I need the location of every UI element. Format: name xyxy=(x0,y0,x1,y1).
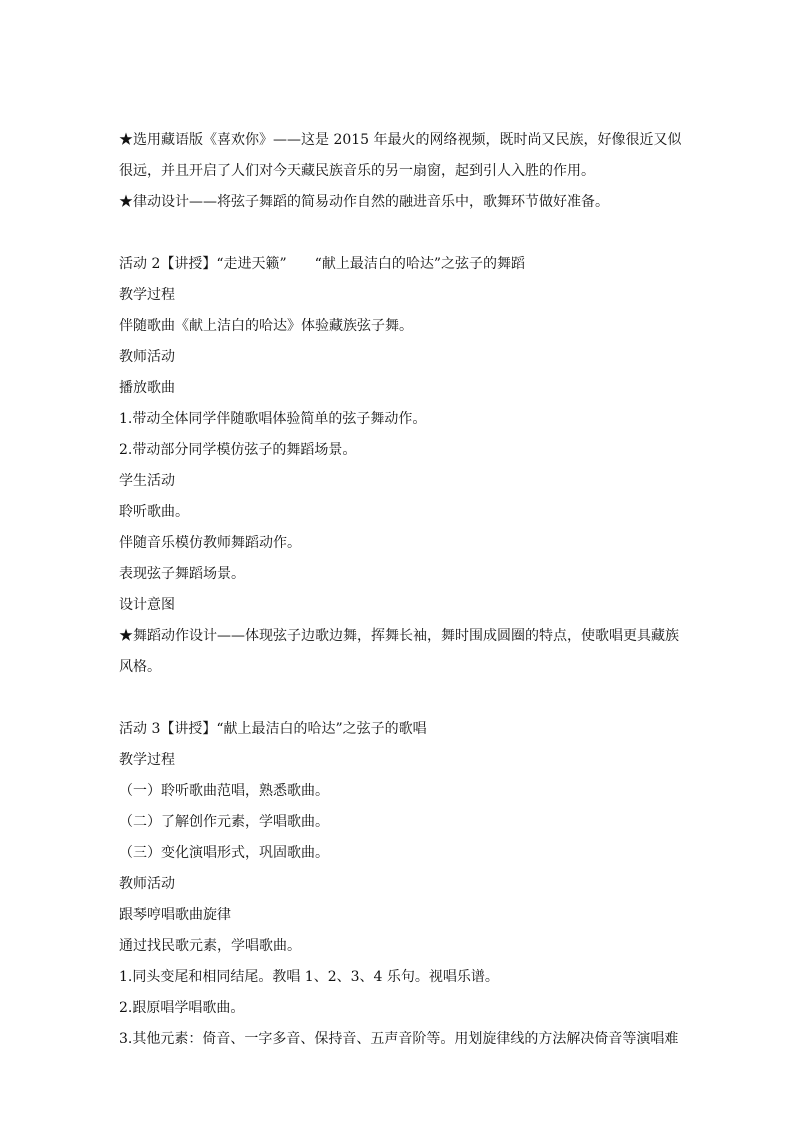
section-heading-activity-3: 活动 3【讲授】“献上最洁白的哈达”之弦子的歌唱 xyxy=(119,721,427,737)
text-line: 2.带动部分同学模仿弦子的舞蹈场景。 xyxy=(119,442,357,458)
text-line: ★舞蹈动作设计——体现弦子边歌边舞，挥舞长袖，舞时围成圆圈的特点，使歌唱更具藏族 xyxy=(119,628,679,644)
text-line: 伴随歌曲《献上洁白的哈达》体验藏族弦子舞。 xyxy=(119,318,413,334)
section-heading-activity-2: 活动 2【讲授】“走进天籁” “献上最洁白的哈达”之弦子的舞蹈 xyxy=(119,256,525,272)
text-line: （一）聆听歌曲范唱，熟悉歌曲。 xyxy=(119,783,329,799)
text-line: 伴随音乐模仿教师舞蹈动作。 xyxy=(119,535,301,551)
text-line: 播放歌曲 xyxy=(119,380,175,396)
text-line: 聆听歌曲。 xyxy=(119,504,189,520)
text-line: 通过找民歌元素，学唱歌曲。 xyxy=(119,938,301,954)
text-line: 1.同头变尾和相同结尾。教唱 1、2、3、4 乐句。视唱乐谱。 xyxy=(119,969,499,985)
text-line: ★律动设计——将弦子舞蹈的简易动作自然的融进音乐中，歌舞环节做好准备。 xyxy=(119,194,609,210)
text-line: 3.其他元素：倚音、一字多音、保持音、五声音阶等。用划旋律线的方法解决倚音等演唱难 xyxy=(119,1031,679,1047)
text-line: 教学过程 xyxy=(119,752,175,768)
text-line: 2.跟原唱学唱歌曲。 xyxy=(119,1000,245,1016)
document-page xyxy=(119,125,682,1055)
text-line: 教学过程 xyxy=(119,287,175,303)
text-line: （二）了解创作元素，学唱歌曲。 xyxy=(119,814,329,830)
text-line: 学生活动 xyxy=(119,473,175,489)
text-line: 很远，并且开启了人们对今天藏民族音乐的另一扇窗，起到引人入胜的作用。 xyxy=(119,163,595,179)
text-line: 表现弦子舞蹈场景。 xyxy=(119,566,245,582)
text-line: （三）变化演唱形式，巩固歌曲。 xyxy=(119,845,329,861)
text-line: 设计意图 xyxy=(119,597,175,613)
text-line: 教师活动 xyxy=(119,876,175,892)
text-line: 风格。 xyxy=(119,659,161,675)
blank-line xyxy=(119,218,679,249)
text-line: 跟琴哼唱歌曲旋律 xyxy=(119,907,231,923)
text-line: 1.带动全体同学伴随歌唱体验简单的弦子舞动作。 xyxy=(119,411,427,427)
text-line: 教师活动 xyxy=(119,349,175,365)
blank-line xyxy=(119,683,679,714)
text-line: ★选用藏语版《喜欢你》——这是 2015 年最火的网络视频，既时尚又民族，好像很近又似 xyxy=(119,132,682,148)
